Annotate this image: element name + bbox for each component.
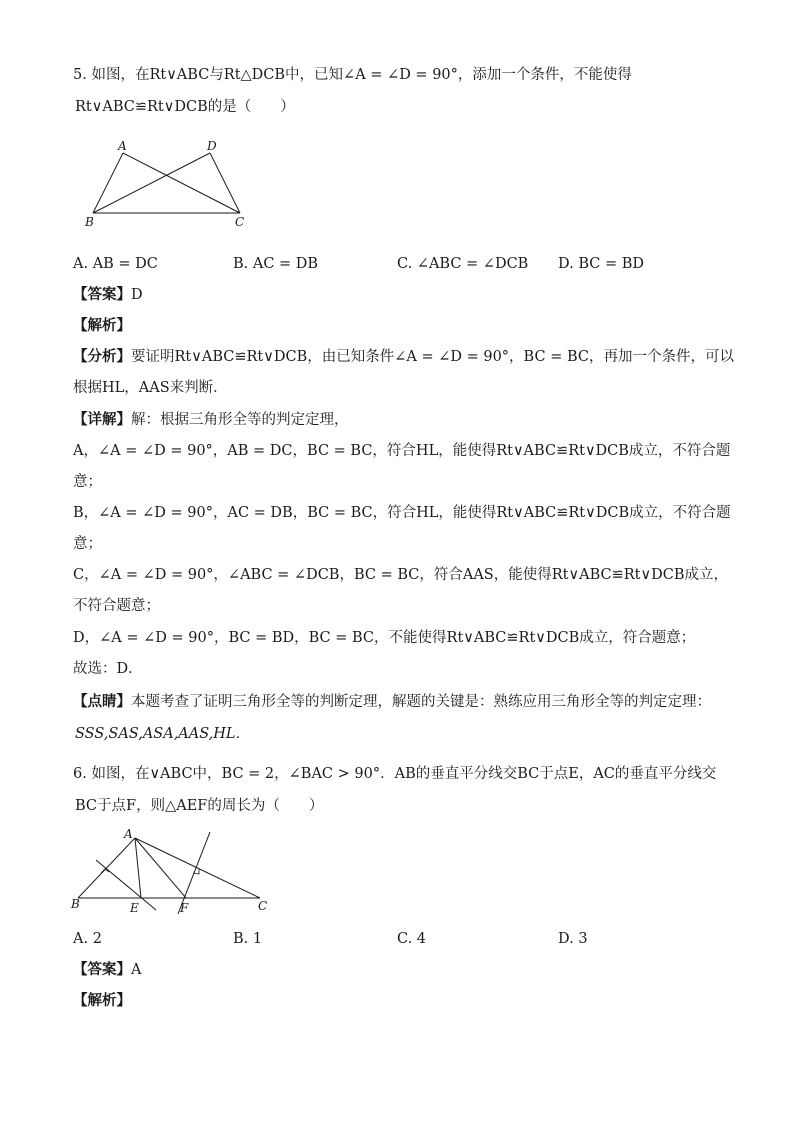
q6-figure xyxy=(68,826,278,918)
q6-point-B: B xyxy=(71,897,80,911)
q5-detail-b1: B，∠A = ∠D = 90°，AC = DB，BC = BC，符合HL，能使得Rt∨ABC≌Rt∨DCB成立，不符合题 xyxy=(73,505,731,521)
q6-point-F: F xyxy=(180,901,189,915)
answer-label: 【答案】 xyxy=(73,286,131,303)
detail-label: 【详解】 xyxy=(73,411,131,428)
q6-point-A: A xyxy=(124,827,133,841)
q5-comment-line2: SSS,SAS,ASA,AAS,HL． xyxy=(75,726,251,742)
q5-point-C: C xyxy=(235,215,245,229)
comment-text: 本题考查了证明三角形全等的判断定理，解题的关键是：熟练应用三角形全等的判定定理： xyxy=(131,694,711,710)
q6-answer xyxy=(73,960,141,980)
answer-value: D xyxy=(131,287,143,303)
q6-analysis-label: 【解析】 xyxy=(73,992,131,1009)
q5-answer xyxy=(73,285,143,305)
q5-detail-choice: 故选：D． xyxy=(73,661,143,677)
q5-point-A: A xyxy=(118,139,127,153)
detail-intro-text: 解：根据三角形全等的判定定理， xyxy=(131,412,349,428)
q5-detail-intro xyxy=(73,410,349,430)
q5-detail-d1: D，∠A = ∠D = 90°，BC = BD，BC = BC，不能使得Rt∨ABC≌Rt∨DCB成立，符合题意； xyxy=(73,630,696,646)
q6-option-d: D. 3 xyxy=(558,931,588,947)
q5-fenxi-line1 xyxy=(73,347,734,367)
fenxi-text: 要证明Rt∨ABC≌Rt∨DCB，由已知条件∠A = ∠D = 90°，BC = BC，再加一个条件，可以 xyxy=(131,349,734,365)
q5-analysis-label: 【解析】 xyxy=(73,317,131,334)
q5-point-D: D xyxy=(207,139,217,153)
q5-comment-line1 xyxy=(73,692,711,712)
q5-figure xyxy=(80,138,260,234)
q5-option-c: C. ∠ABC = ∠DCB xyxy=(397,256,529,272)
q5-stem-line2: Rt∨ABC≌Rt∨DCB的是（ ） xyxy=(75,99,295,115)
q6-option-a: A. 2 xyxy=(73,931,102,947)
answer-value: A xyxy=(131,962,142,978)
q6-stem-line2: BC于点F，则△AEF的周长为（ ） xyxy=(75,798,324,814)
q6-point-C: C xyxy=(258,899,268,913)
comment-label: 【点睛】 xyxy=(73,693,131,710)
q6-option-c: C. 4 xyxy=(397,931,427,947)
answer-label: 【答案】 xyxy=(73,961,131,978)
q6-option-b: B. 1 xyxy=(233,931,263,947)
q5-detail-b2: 意； xyxy=(73,536,102,552)
q6-point-E: E xyxy=(130,901,139,915)
q5-detail-c2: 不符合题意； xyxy=(73,598,160,614)
q5-detail-a2: 意； xyxy=(73,474,102,490)
fenxi-label: 【分析】 xyxy=(73,348,131,365)
q5-option-a: A. AB = DC xyxy=(73,256,158,272)
q5-detail-c1: C，∠A = ∠D = 90°，∠ABC = ∠DCB，BC = BC，符合AAS，能使得Rt∨ABC≌Rt∨DCB成立， xyxy=(73,567,728,583)
q5-option-b: B. AC = DB xyxy=(233,256,319,272)
q5-option-d: D. BC = BD xyxy=(558,256,644,272)
q5-detail-a1: A，∠A = ∠D = 90°，AB = DC，BC = BC，符合HL，能使得Rt∨ABC≌Rt∨DCB成立，不符合题 xyxy=(73,443,731,459)
q5-point-B: B xyxy=(85,215,94,229)
q5-stem-line1: 5. 如图，在Rt∨ABC与Rt△DCB中，已知∠A = ∠D = 90°，添加一个条件，不能使得 xyxy=(73,67,632,83)
q6-stem-line1: 6. 如图，在∨ABC中，BC = 2，∠BAC > 90°．AB的垂直平分线交BC于点E，AC的垂直平分线交 xyxy=(73,766,717,782)
q5-fenxi-line2: 根据HL，AAS来判断． xyxy=(73,380,228,396)
